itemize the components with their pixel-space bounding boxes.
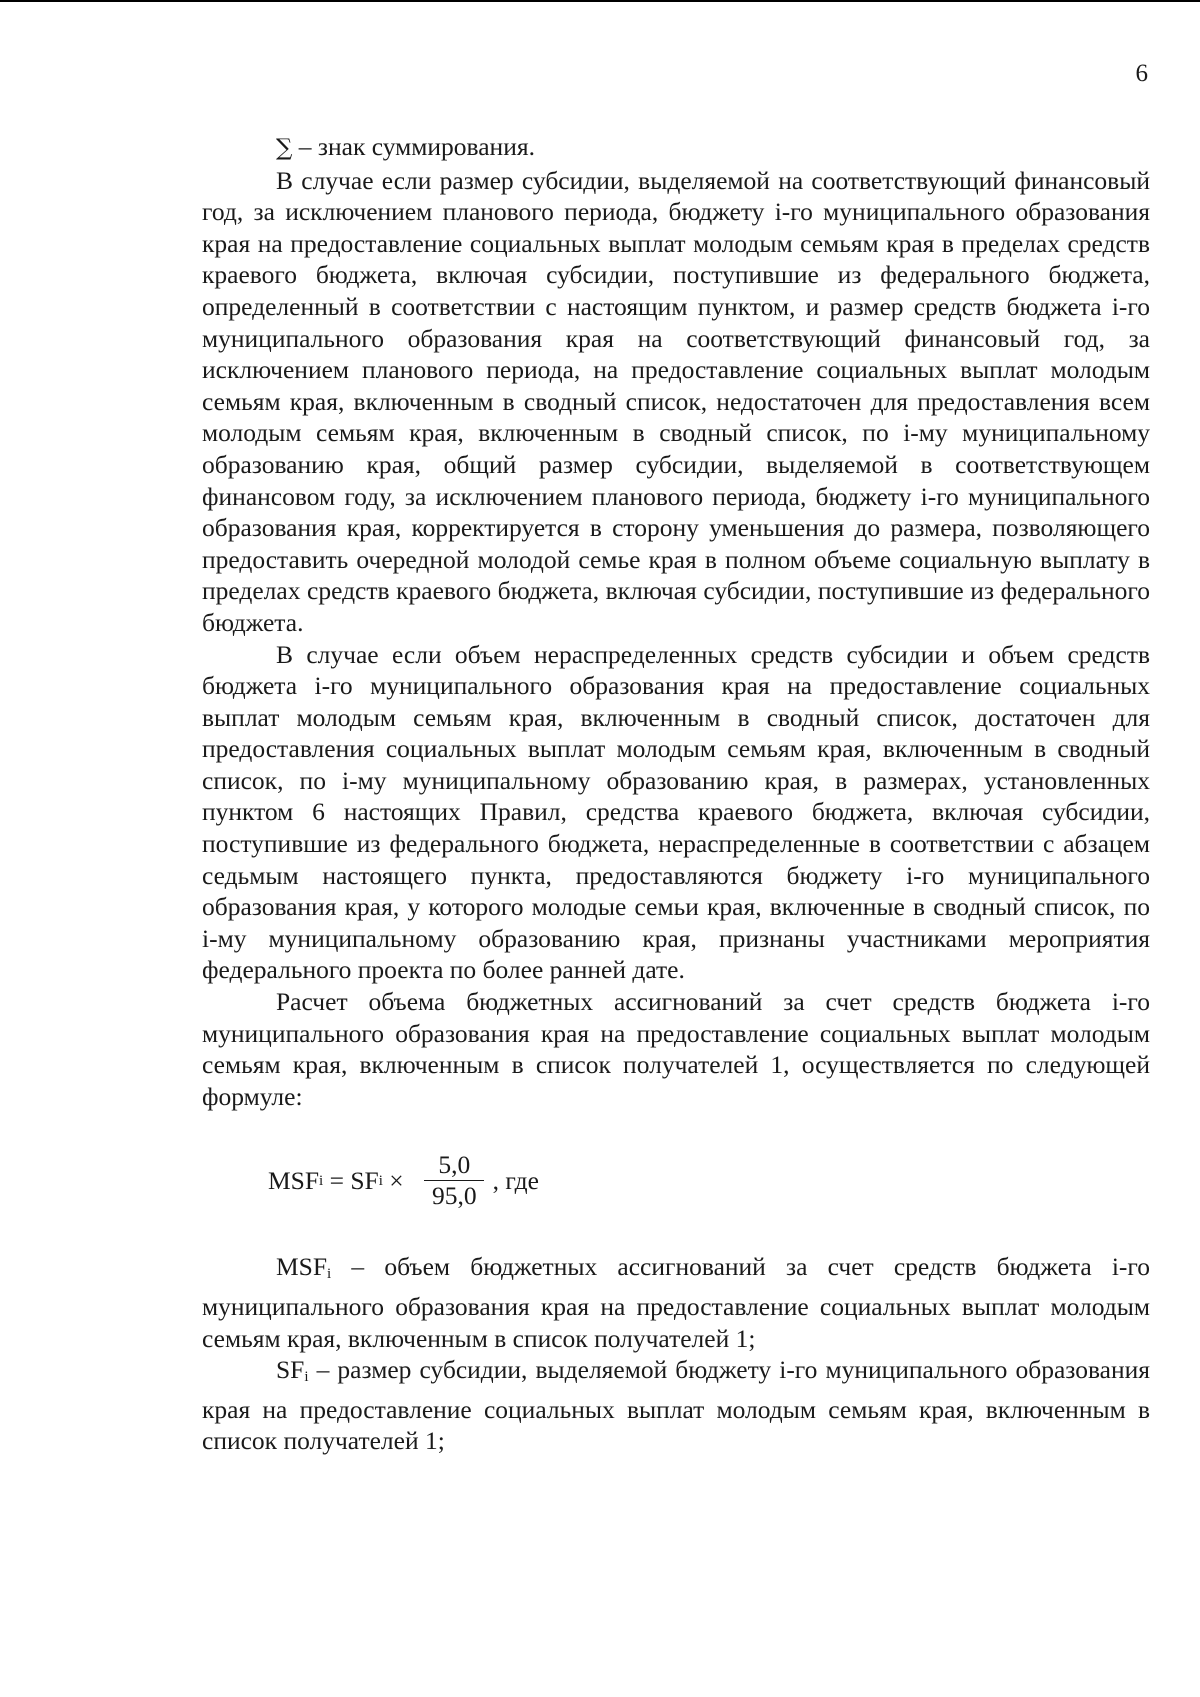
formula-equals: = (323, 1165, 351, 1195)
formula-msf (268, 1150, 1150, 1211)
definition-msf-subscript: i (327, 1266, 332, 1283)
formula-rhs-subscript: i (378, 1172, 383, 1189)
formula-times: × (382, 1165, 411, 1195)
definition-sf-term: SF (276, 1355, 305, 1385)
sigma-definition-text: – знак суммирования. (292, 132, 535, 161)
formula-fraction (418, 1150, 491, 1211)
definition-sf (202, 1354, 1150, 1457)
sigma-definition (202, 131, 1150, 165)
definition-msf-term: MSF (276, 1252, 328, 1282)
paragraph-unallocated-funds: В случае если объем нераспределенных средств субсидии и объем средств бюджета i-го муниципального образования края на предоставление социальных выплат молодым семьям края, включенным в сводный список, достаточен для предоставления социальных выплат молодым семьям края, включенным в сводный список, по i-му муниципальному образованию края, в размерах, установленных пунктом 6 настоящих Правил, средства краевого бюджета, включая субсидии, поступившие из федерального бюджета, нераспределенные в соответствии с абзацем седьмым настоящего пункта, предоставляются бюджету i-го муниципального образования края, у которого молодые семьи края, включенные в сводный список, по i-му муниципальному образованию края, признаны участниками мероприятия федерального проекта по более ранней дате. (202, 639, 1150, 985)
document-body (202, 131, 1150, 1457)
formula-suffix: , где (492, 1165, 539, 1195)
top-border-line (0, 0, 1200, 2)
formula-rhs: SF (350, 1165, 379, 1195)
formula-lhs-subscript: i (319, 1172, 324, 1189)
formula-denominator: 95,0 (432, 1181, 477, 1211)
formula-lhs: MSF (268, 1165, 320, 1195)
sigma-symbol: ∑ (276, 135, 293, 161)
paragraph-calculation-intro: Расчет объема бюджетных ассигнований за счет средств бюджета i-го муниципального образования края на предоставление социальных выплат молодым семьям края, включенным в список получателей 1, осуществляется по следующей формуле: (202, 987, 1150, 1111)
definition-sf-subscript: i (304, 1369, 309, 1386)
definition-msf (202, 1251, 1150, 1354)
definition-msf-text: – объем бюджетных ассигнований за счет средств бюджета i-го муниципального образования края на предоставление социальных выплат молодым семьям края, включенным в список получателей 1; (202, 1252, 1150, 1353)
formula-numerator: 5,0 (424, 1150, 484, 1181)
paragraph-subsidy-reduction: В случае если размер субсидии, выделяемой на соответствующий финансовый год, за исключением планового периода, бюджету i-го муниципального образования края на предоставление социальных выплат молодым семьям края в пределах средств краевого бюджета, включая субсидии, поступившие из федерального бюджета, определенный в соответствии с настоящим пунктом, и размер средств бюджета i-го муниципального образования края на соответствующий финансовый год, за исключением планового периода, на предоставление социальных выплат молодым семьям края, включенным в сводный список, недостаточен для предоставления всем молодым семьям края, включенным в сводный список, по i-му муниципальному образованию края, общий размер субсидии, выделяемой в соответствующем финансовом году, за исключением планового периода, бюджету i-го муниципального образования края, корректируется в сторону уменьшения до размера, позволяющего предоставить очередной молодой семье края в полном объеме социальную выплату в пределах средств краевого бюджета, включая субсидии, поступившие из федерального бюджета. (202, 165, 1150, 637)
page-number: 6 (1135, 60, 1148, 87)
definition-sf-text: – размер субсидии, выделяемой бюджету i-го муниципального образования края на предоставление социальных выплат молодым семьям края, включенным в список получателей 1; (202, 1355, 1150, 1456)
